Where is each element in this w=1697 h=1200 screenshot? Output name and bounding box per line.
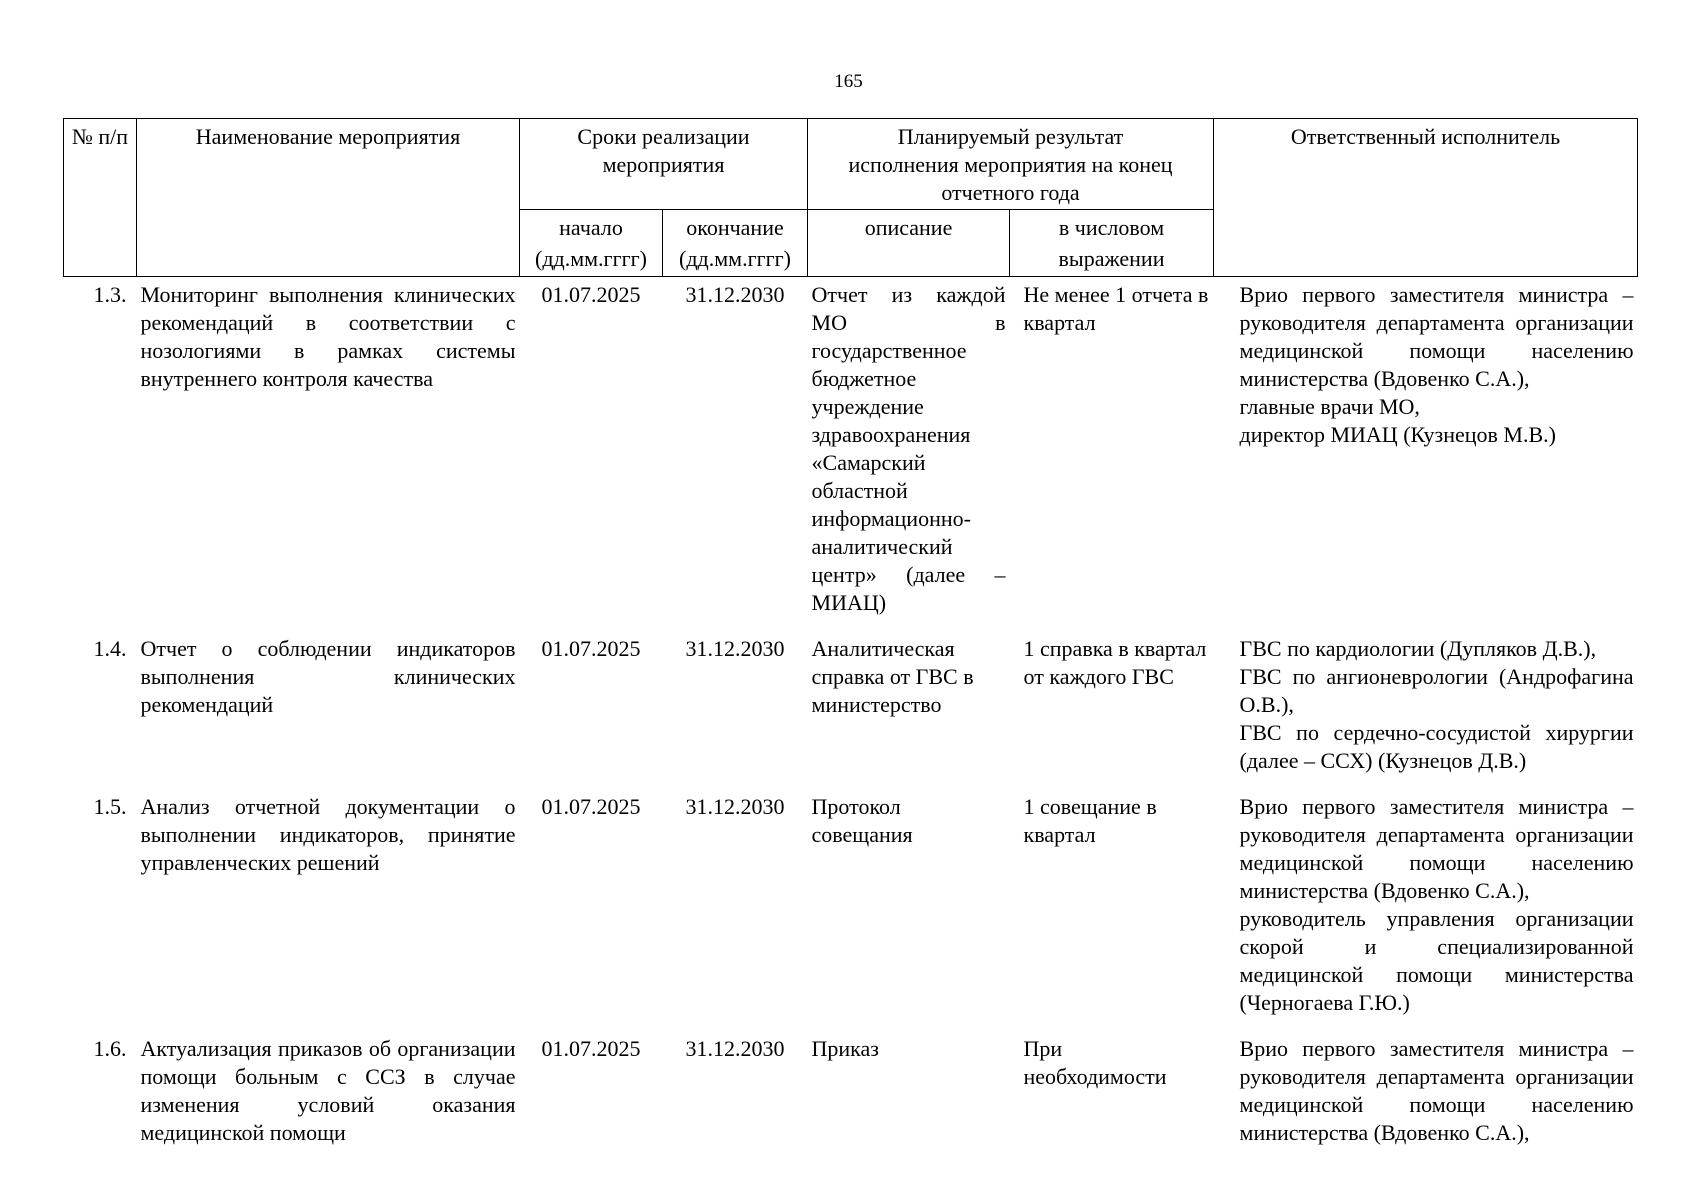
action-plan-table	[63, 118, 1638, 1147]
header-start: начало (дд.мм.гггг)	[520, 210, 663, 277]
row-num: 1.5.	[93, 794, 127, 819]
header-num: № п/п	[64, 119, 137, 277]
row-start-date: 01.07.2025	[541, 794, 641, 819]
row-responsible: ГВС по кардиологии (Дупляков Д.В.), ГВС по ангионеврологии (Андрофагина О.В.), ГВС по сердечно-сосудистой хирургии (далее – ССХ) (Кузнецов Д.В.)	[1239, 636, 1634, 773]
row-responsible: Врио первого заместителя министра – руководителя департамента организации медицинской помощи населению министерства (Вдовенко С.А.), руководитель управления организации скорой и специализированной медицинской помощи министерства (Черногаева Г.Ю.)	[1239, 794, 1634, 1015]
row-name: Актуализация приказов об организации помощи больным с ССЗ в случае изменения условий оказания медицинской помощи	[140, 1036, 516, 1145]
table-row	[64, 617, 1638, 775]
row-name: Анализ отчетной документации о выполнении индикаторов, принятие управленческих решений	[140, 794, 516, 875]
row-name: Отчет о соблюдении индикаторов выполнения клинических рекомендаций	[140, 636, 516, 717]
row-start-date: 01.07.2025	[541, 282, 641, 307]
header-result: Планируемый результат исполнения мероприятия на конец отчетного года	[808, 119, 1214, 210]
page-number: 165	[834, 71, 863, 92]
header-numeric: в числовом выражении	[1010, 210, 1214, 277]
row-end-date: 31.12.2030	[685, 636, 785, 661]
row-description: Приказ	[811, 1036, 879, 1061]
row-num: 1.4.	[93, 636, 127, 661]
row-start-date: 01.07.2025	[541, 636, 641, 661]
row-num: 1.3.	[93, 282, 127, 307]
row-numeric: 1 совещание в квартал	[1023, 794, 1157, 847]
row-description: Протокол совещания	[811, 794, 913, 847]
header-responsible: Ответственный исполнитель	[1214, 119, 1638, 277]
row-name: Мониторинг выполнения клинических рекомендаций в соответствии с нозологиями в рамках системы внутреннего контроля качества	[140, 282, 516, 391]
table-row	[64, 277, 1638, 618]
table-row	[64, 775, 1638, 1017]
row-end-date: 31.12.2030	[685, 1036, 785, 1061]
row-description: Отчет из каждой МО в государственное бюджетное учреждение здравоохранения «Самарский областной информационно-аналитический центр» (далее – МИАЦ)	[811, 282, 1006, 615]
row-start-date: 01.07.2025	[541, 1036, 641, 1061]
row-numeric: 1 справка в квартал от каждого ГВС	[1023, 636, 1207, 689]
header-end: окончание (дд.мм.гггг)	[663, 210, 808, 277]
row-description: Аналитическая справка от ГВС в министерство	[811, 636, 974, 717]
header-name: Наименование мероприятия	[137, 119, 520, 277]
row-numeric: Не менее 1 отчета в квартал	[1023, 282, 1209, 335]
row-end-date: 31.12.2030	[685, 282, 785, 307]
table-row	[64, 1017, 1638, 1147]
header-terms: Сроки реализации мероприятия	[520, 119, 808, 210]
row-responsible: Врио первого заместителя министра – руководителя департамента организации медицинской помощи населению министерства (Вдовенко С.А.), главные врачи МО, директор МИАЦ (Кузнецов М.В.)	[1239, 282, 1634, 447]
header-row-main	[64, 119, 1638, 210]
row-end-date: 31.12.2030	[685, 794, 785, 819]
header-description: описание	[808, 210, 1010, 277]
row-responsible: Врио первого заместителя министра – руководителя департамента организации медицинской помощи населению министерства (Вдовенко С.А.),	[1239, 1036, 1634, 1145]
row-num: 1.6.	[93, 1036, 127, 1061]
row-numeric: При необходимости	[1023, 1036, 1167, 1089]
